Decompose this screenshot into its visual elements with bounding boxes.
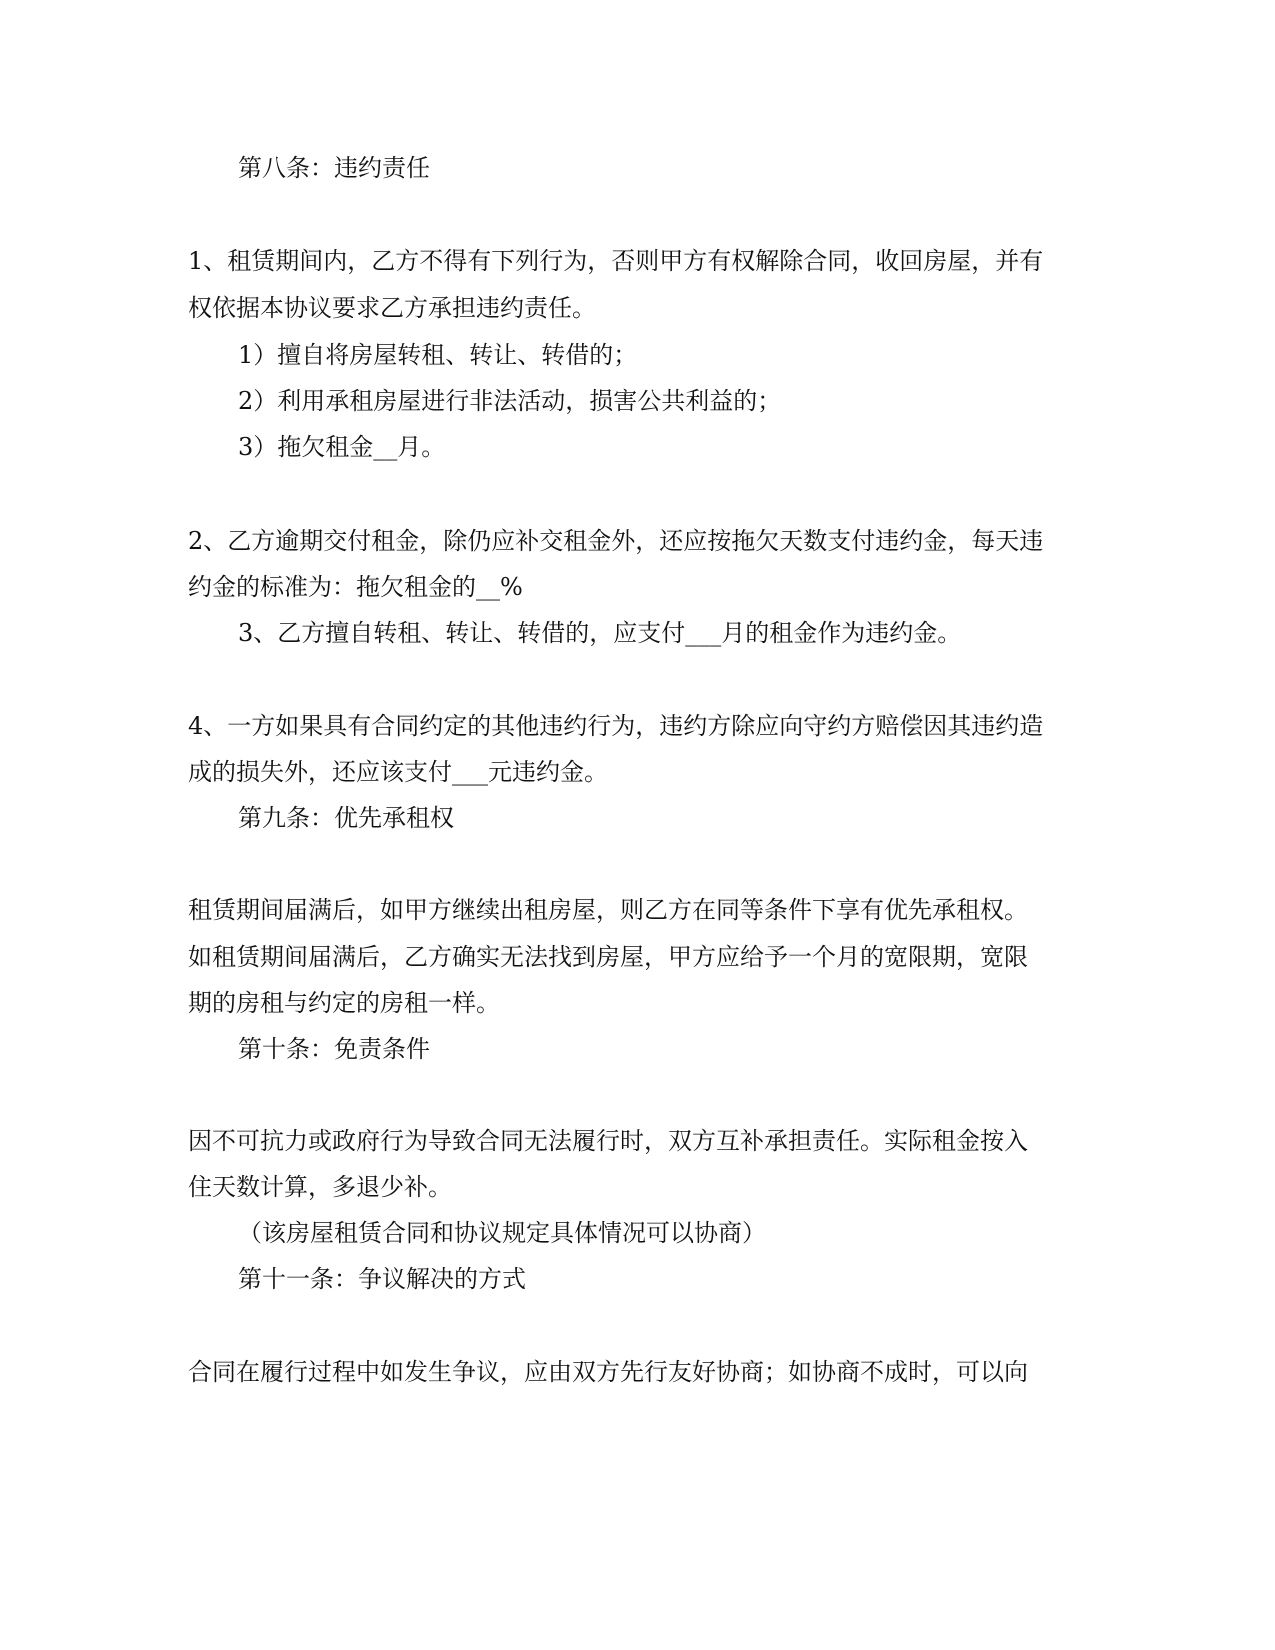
note-line: （该房屋租赁合同和协议规定具体情况可以协商） <box>238 1219 766 1247</box>
paragraph-line: 租赁期间届满后，如甲方继续出租房屋，则乙方在同等条件下享有优先承租权。 <box>188 896 1028 924</box>
paragraph-line: 3、乙方擅自转租、转让、转借的，应支付___月的租金作为违约金。 <box>238 619 962 647</box>
paragraph-line: 2、乙方逾期交付租金，除仍应补交租金外，还应按拖欠天数支付违约金，每天违 <box>188 527 1044 555</box>
article-10-heading: 第十条：免责条件 <box>238 1035 430 1063</box>
paragraph-line: 权依据本协议要求乙方承担违约责任。 <box>188 294 596 322</box>
list-item: 3）拖欠租金__月。 <box>238 433 446 461</box>
paragraph-line: 1、租赁期间内，乙方不得有下列行为，否则甲方有权解除合同，收回房屋，并有 <box>188 247 1044 275</box>
article-9-heading: 第九条：优先承租权 <box>238 804 454 832</box>
paragraph-line: 成的损失外，还应该支付___元违约金。 <box>188 758 608 786</box>
paragraph-line: 因不可抗力或政府行为导致合同无法履行时，双方互补承担责任。实际租金按入 <box>188 1127 1028 1155</box>
paragraph-line: 4、一方如果具有合同约定的其他违约行为，违约方除应向守约方赔偿因其违约造 <box>188 712 1044 740</box>
paragraph-line: 住天数计算，多退少补。 <box>188 1173 452 1201</box>
paragraph-line: 约金的标准为：拖欠租金的__% <box>188 573 523 601</box>
list-item: 1）擅自将房屋转租、转让、转借的； <box>238 341 638 369</box>
article-11-heading: 第十一条：争议解决的方式 <box>238 1265 526 1293</box>
paragraph-line: 如租赁期间届满后，乙方确实无法找到房屋，甲方应给予一个月的宽限期，宽限 <box>188 943 1028 971</box>
list-item: 2）利用承租房屋进行非法活动，损害公共利益的； <box>238 387 782 415</box>
paragraph-line: 期的房租与约定的房租一样。 <box>188 989 500 1017</box>
paragraph-line: 合同在履行过程中如发生争议，应由双方先行友好协商；如协商不成时，可以向 <box>188 1358 1028 1386</box>
article-8-heading: 第八条：违约责任 <box>238 154 430 182</box>
